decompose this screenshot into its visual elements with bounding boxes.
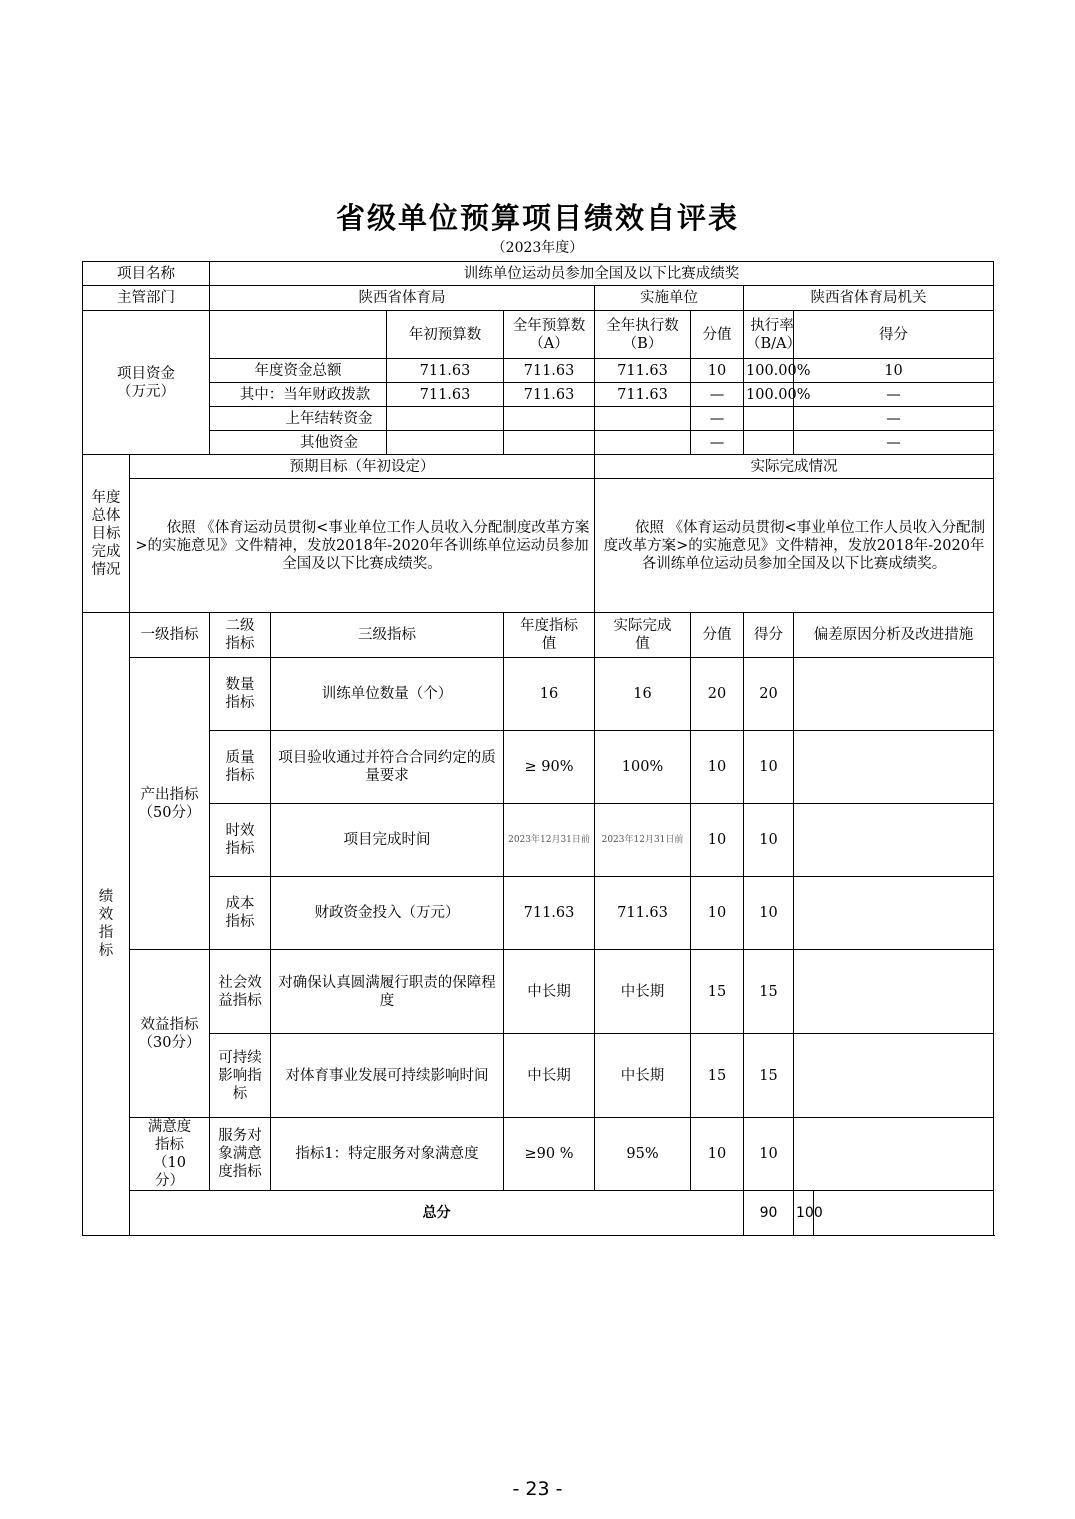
header-initial-budget: 年初预算数: [387, 311, 504, 359]
funds-weight: —: [691, 431, 744, 455]
goals-label: 年度总体目标完成情况: [83, 455, 130, 613]
funds-initial: [387, 407, 504, 431]
page-number: - 23 -: [512, 1478, 563, 1500]
self-evaluation-table: [82, 261, 994, 1236]
level3-cell: 指标1：特定服务对象满意度: [271, 1118, 504, 1191]
target-cell: 中长期: [504, 1034, 595, 1118]
level2-cell: 可持续影响指标: [210, 1034, 271, 1118]
expected-goal-header: 预期目标（年初设定）: [130, 455, 595, 479]
level1-satisfaction: 满意度指标（10分）: [130, 1118, 210, 1191]
funds-rate: 100.00%: [744, 383, 794, 407]
notes-cell: [794, 1118, 994, 1191]
weight-cell: 10: [691, 804, 744, 877]
actual-cell: 16: [595, 658, 691, 731]
score-cell: 10: [744, 1118, 794, 1191]
level2-cell: 时效指标: [210, 804, 271, 877]
notes-cell: [794, 877, 994, 950]
level3-cell: 财政资金投入（万元）: [271, 877, 504, 950]
indicator-row: [83, 658, 994, 731]
dept-value: 陕西省体育局: [210, 286, 595, 311]
header-rate: 执行率（B/A）: [744, 311, 794, 359]
actual-cell: 711.63: [595, 877, 691, 950]
total-weight: 90: [744, 1191, 794, 1236]
funds-initial: [387, 431, 504, 455]
score-cell: 10: [744, 877, 794, 950]
level3-cell: 对体育事业发展可持续影响时间: [271, 1034, 504, 1118]
notes-cell: [794, 950, 994, 1034]
funds-score: —: [794, 431, 994, 455]
form-subtitle: （2023年度）: [491, 240, 584, 256]
level2-cell: 成本指标: [210, 877, 271, 950]
target-cell: ≥ 90%: [504, 731, 595, 804]
header-level2: 二级指标: [210, 613, 271, 658]
weight-cell: 20: [691, 658, 744, 731]
target-cell: 16: [504, 658, 595, 731]
header-actual: 实际完成值: [595, 613, 691, 658]
funds-row-label: 其中：当年财政拨款: [210, 383, 387, 407]
actual-cell: 95%: [595, 1118, 691, 1191]
level3-cell: 对确保认真圆满履行职责的保障程度: [271, 950, 504, 1034]
weight-cell: 15: [691, 1034, 744, 1118]
actual-goal-header: 实际完成情况: [595, 455, 994, 479]
actual-cell: 中长期: [595, 950, 691, 1034]
score-cell: 10: [744, 804, 794, 877]
level3-cell: 训练单位数量（个）: [271, 658, 504, 731]
funds-row-label: 上年结转资金: [210, 407, 387, 431]
funds-score: —: [794, 407, 994, 431]
funds-score: —: [794, 383, 994, 407]
funds-budget: 711.63: [504, 383, 595, 407]
funds-header-blank: [210, 311, 387, 359]
funds-score: 10: [794, 359, 994, 383]
weight-cell: 10: [691, 1118, 744, 1191]
expected-goal-text: 依照 《体育运动员贯彻<事业单位工作人员收入分配制度改革方案>的实施意见》文件精神，发放2018年-2020年各训练单位运动员参加全国及以下比赛成绩奖。: [130, 479, 595, 613]
actual-goal-text: 依照 《体育运动员贯彻<事业单位工作人员收入分配制度改革方案>的实施意见》文件精神，发放2018年-2020年各训练单位运动员参加全国及以下比赛成绩奖。: [595, 479, 994, 613]
score-cell: 15: [744, 1034, 794, 1118]
total-notes: [814, 1191, 994, 1236]
funds-executed: 711.63: [595, 383, 691, 407]
project-name-label: 项目名称: [83, 262, 210, 286]
indicator-row: [83, 1118, 994, 1191]
header-weight: 分值: [691, 613, 744, 658]
score-cell: 20: [744, 658, 794, 731]
level1-output: 产出指标（50分）: [130, 658, 210, 950]
funds-row: [83, 383, 994, 407]
funds-weight: —: [691, 383, 744, 407]
funds-executed: 711.63: [595, 359, 691, 383]
funds-weight: —: [691, 407, 744, 431]
level2-cell: 质量指标: [210, 731, 271, 804]
notes-cell: [794, 804, 994, 877]
funds-rate: 100.00%: [744, 359, 794, 383]
dept-label: 主管部门: [83, 286, 210, 311]
level2-cell: 数量指标: [210, 658, 271, 731]
indicator-row: [83, 731, 994, 804]
funds-executed: [595, 431, 691, 455]
level2-cell: 社会效益指标: [210, 950, 271, 1034]
funds-initial: 711.63: [387, 383, 504, 407]
level3-cell: 项目验收通过并符合合同约定的质量要求: [271, 731, 504, 804]
funds-budget: [504, 431, 595, 455]
target-cell: ≥90 %: [504, 1118, 595, 1191]
funds-rate: [744, 407, 794, 431]
actual-cell: 2023年12月31日前: [595, 804, 691, 877]
score-cell: 10: [744, 731, 794, 804]
funds-weight: 10: [691, 359, 744, 383]
header-notes: 偏差原因分析及改进措施: [794, 613, 994, 658]
indicator-row: [83, 877, 994, 950]
header-target: 年度指标值: [504, 613, 595, 658]
score-cell: 15: [744, 950, 794, 1034]
funds-executed: [595, 407, 691, 431]
level1-benefit: 效益指标（30分）: [130, 950, 210, 1118]
header-level3: 三级指标: [271, 613, 504, 658]
actual-cell: 100%: [595, 731, 691, 804]
total-score: 100: [794, 1191, 814, 1236]
header-score: 得分: [794, 311, 994, 359]
funds-rate: [744, 431, 794, 455]
weight-cell: 10: [691, 877, 744, 950]
actual-cell: 中长期: [595, 1034, 691, 1118]
indicators-label: 绩效指标: [83, 613, 130, 1236]
header-level1: 一级指标: [130, 613, 210, 658]
notes-cell: [794, 658, 994, 731]
target-cell: 中长期: [504, 950, 595, 1034]
impl-value: 陕西省体育局机关: [744, 286, 994, 311]
indicator-row: [83, 950, 994, 1034]
notes-cell: [794, 731, 994, 804]
project-name: 训练单位运动员参加全国及以下比赛成绩奖: [210, 262, 994, 286]
funds-row: [83, 359, 994, 383]
funds-budget: 711.63: [504, 359, 595, 383]
header-score: 得分: [744, 613, 794, 658]
level3-cell: 项目完成时间: [271, 804, 504, 877]
funds-row-label: 其他资金: [210, 431, 387, 455]
form-title: 省级单位预算项目绩效自评表: [335, 201, 739, 235]
impl-label: 实施单位: [595, 286, 744, 311]
indicator-row: [83, 804, 994, 877]
funds-label: 项目资金（万元）: [83, 311, 210, 455]
weight-cell: 15: [691, 950, 744, 1034]
target-cell: 711.63: [504, 877, 595, 950]
funds-row: [83, 407, 994, 431]
target-cell: 2023年12月31日前: [504, 804, 595, 877]
header-annual-budget: 全年预算数（A）: [504, 311, 595, 359]
funds-row-label: 年度资金总额: [210, 359, 387, 383]
funds-row: [83, 431, 994, 455]
header-executed: 全年执行数（B）: [595, 311, 691, 359]
total-label: 总分: [130, 1191, 744, 1236]
funds-initial: 711.63: [387, 359, 504, 383]
header-weight: 分值: [691, 311, 744, 359]
funds-budget: [504, 407, 595, 431]
indicator-row: [83, 1034, 994, 1118]
weight-cell: 10: [691, 731, 744, 804]
total-row: [83, 1191, 994, 1236]
level2-cell: 服务对象满意度指标: [210, 1118, 271, 1191]
notes-cell: [794, 1034, 994, 1118]
